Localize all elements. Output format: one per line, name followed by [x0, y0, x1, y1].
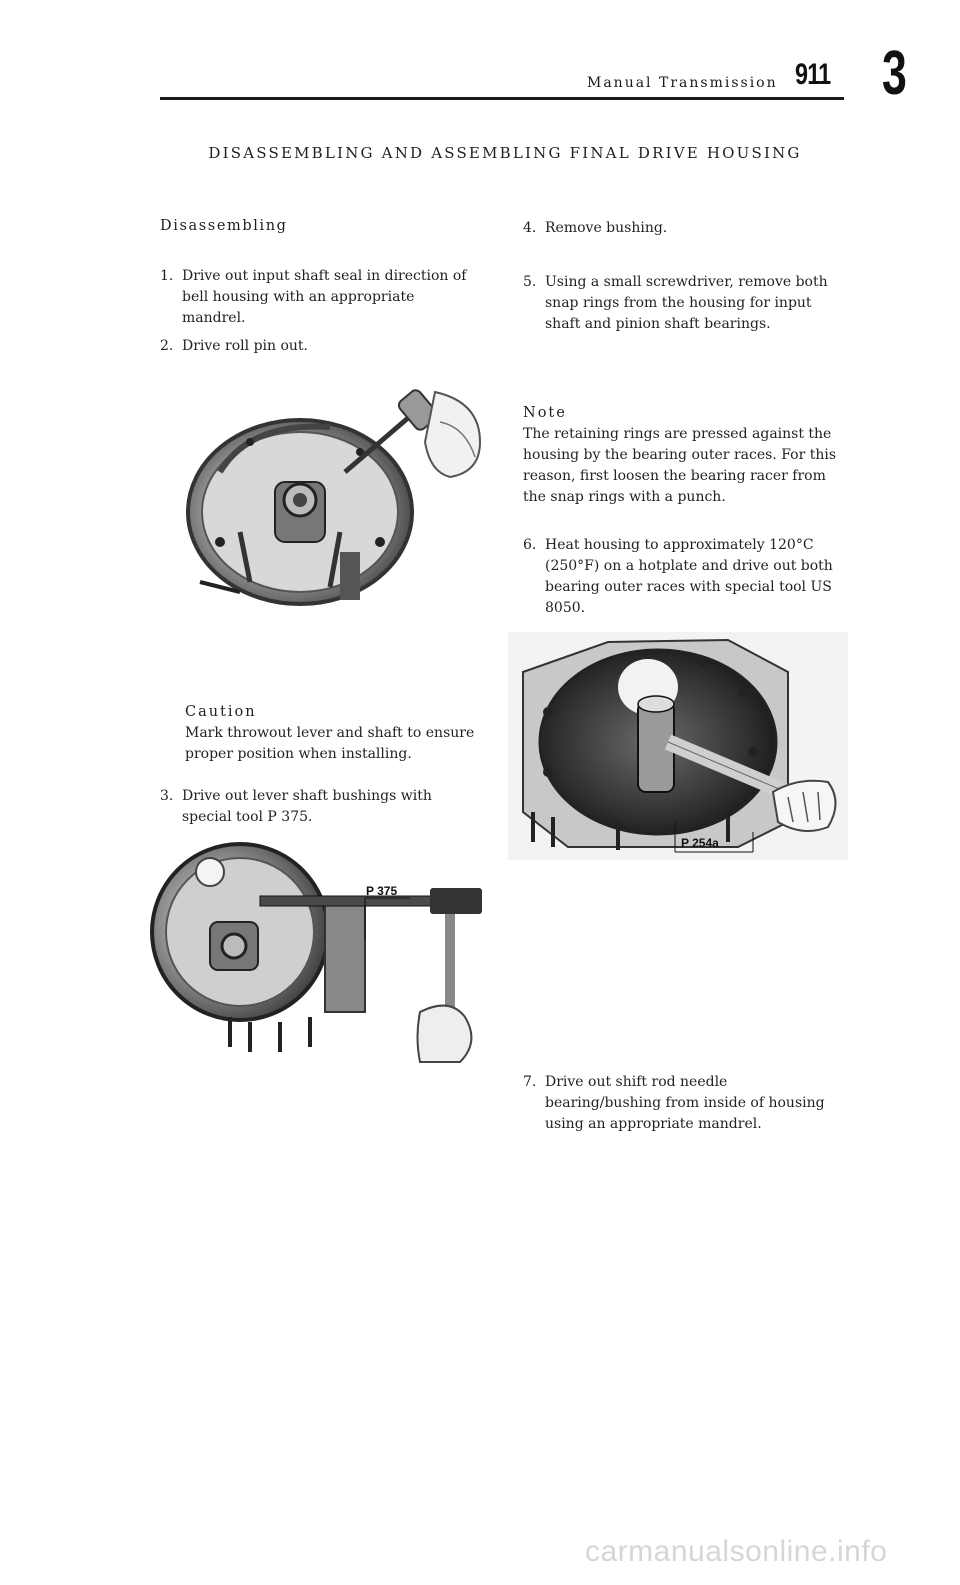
page-title: DISASSEMBLING AND ASSEMBLING FINAL DRIVE HOUSING — [208, 144, 802, 162]
header-chapter-number: 3 — [882, 39, 907, 108]
header-rule — [160, 97, 844, 100]
figure-3-callout-label: P 254a — [681, 836, 719, 850]
step-5-number: 5. — [523, 274, 537, 290]
step-2-number: 2. — [160, 338, 174, 354]
caution-text: Mark throwout lever and shaft to ensure proper position when installing. — [185, 725, 475, 762]
step-2 — [160, 336, 480, 357]
caution-label: Caution — [185, 704, 257, 720]
step-4-text: Remove bushing. — [545, 220, 668, 236]
step-3 — [160, 786, 480, 828]
header-section-title: Manual Transmission — [587, 75, 778, 91]
site-watermark: carmanualsonline.info — [585, 1535, 888, 1568]
header-model-number: 911 — [795, 58, 831, 91]
step-6-number: 6. — [523, 537, 537, 553]
step-3-number: 3. — [160, 788, 174, 804]
step-4 — [523, 218, 843, 239]
step-7 — [523, 1072, 843, 1135]
step-3-text: Drive out lever shaft bushings with special tool P 375. — [182, 788, 432, 825]
figure-roll-pin-removal — [180, 382, 490, 612]
figure-2-callout-label: P 375 — [366, 884, 398, 898]
step-1-text: Drive out input shaft seal in direction of bell housing with an appropriate mandrel. — [182, 268, 467, 326]
figure-bushing-removal — [150, 842, 490, 1072]
step-4-number: 4. — [523, 220, 537, 236]
step-2-text: Drive roll pin out. — [182, 338, 308, 354]
note-label: Note — [523, 405, 567, 421]
step-7-number: 7. — [523, 1074, 537, 1090]
step-6 — [523, 535, 843, 619]
note-text: The retaining rings are pressed against the housing by the bearing outer races. For this reason, first loosen the bearing racer from the snap rings with a punch. — [523, 426, 837, 505]
step-1-number: 1. — [160, 268, 174, 284]
step-5-text: Using a small screwdriver, remove both snap rings from the housing for input shaft and pinion shaft bearings. — [545, 274, 828, 332]
step-5 — [523, 272, 843, 335]
step-1 — [160, 266, 480, 329]
disassembling-subhead: Disassembling — [160, 218, 288, 234]
step-7-text: Drive out shift rod needle bearing/bushing from inside of housing using an appropriate mandrel. — [545, 1074, 825, 1132]
step-6-text: Heat housing to approximately 120°C (250°F) on a hotplate and drive out both bearing outer races with special tool US 8050. — [545, 537, 833, 616]
figure-bearing-race-removal — [508, 632, 848, 860]
